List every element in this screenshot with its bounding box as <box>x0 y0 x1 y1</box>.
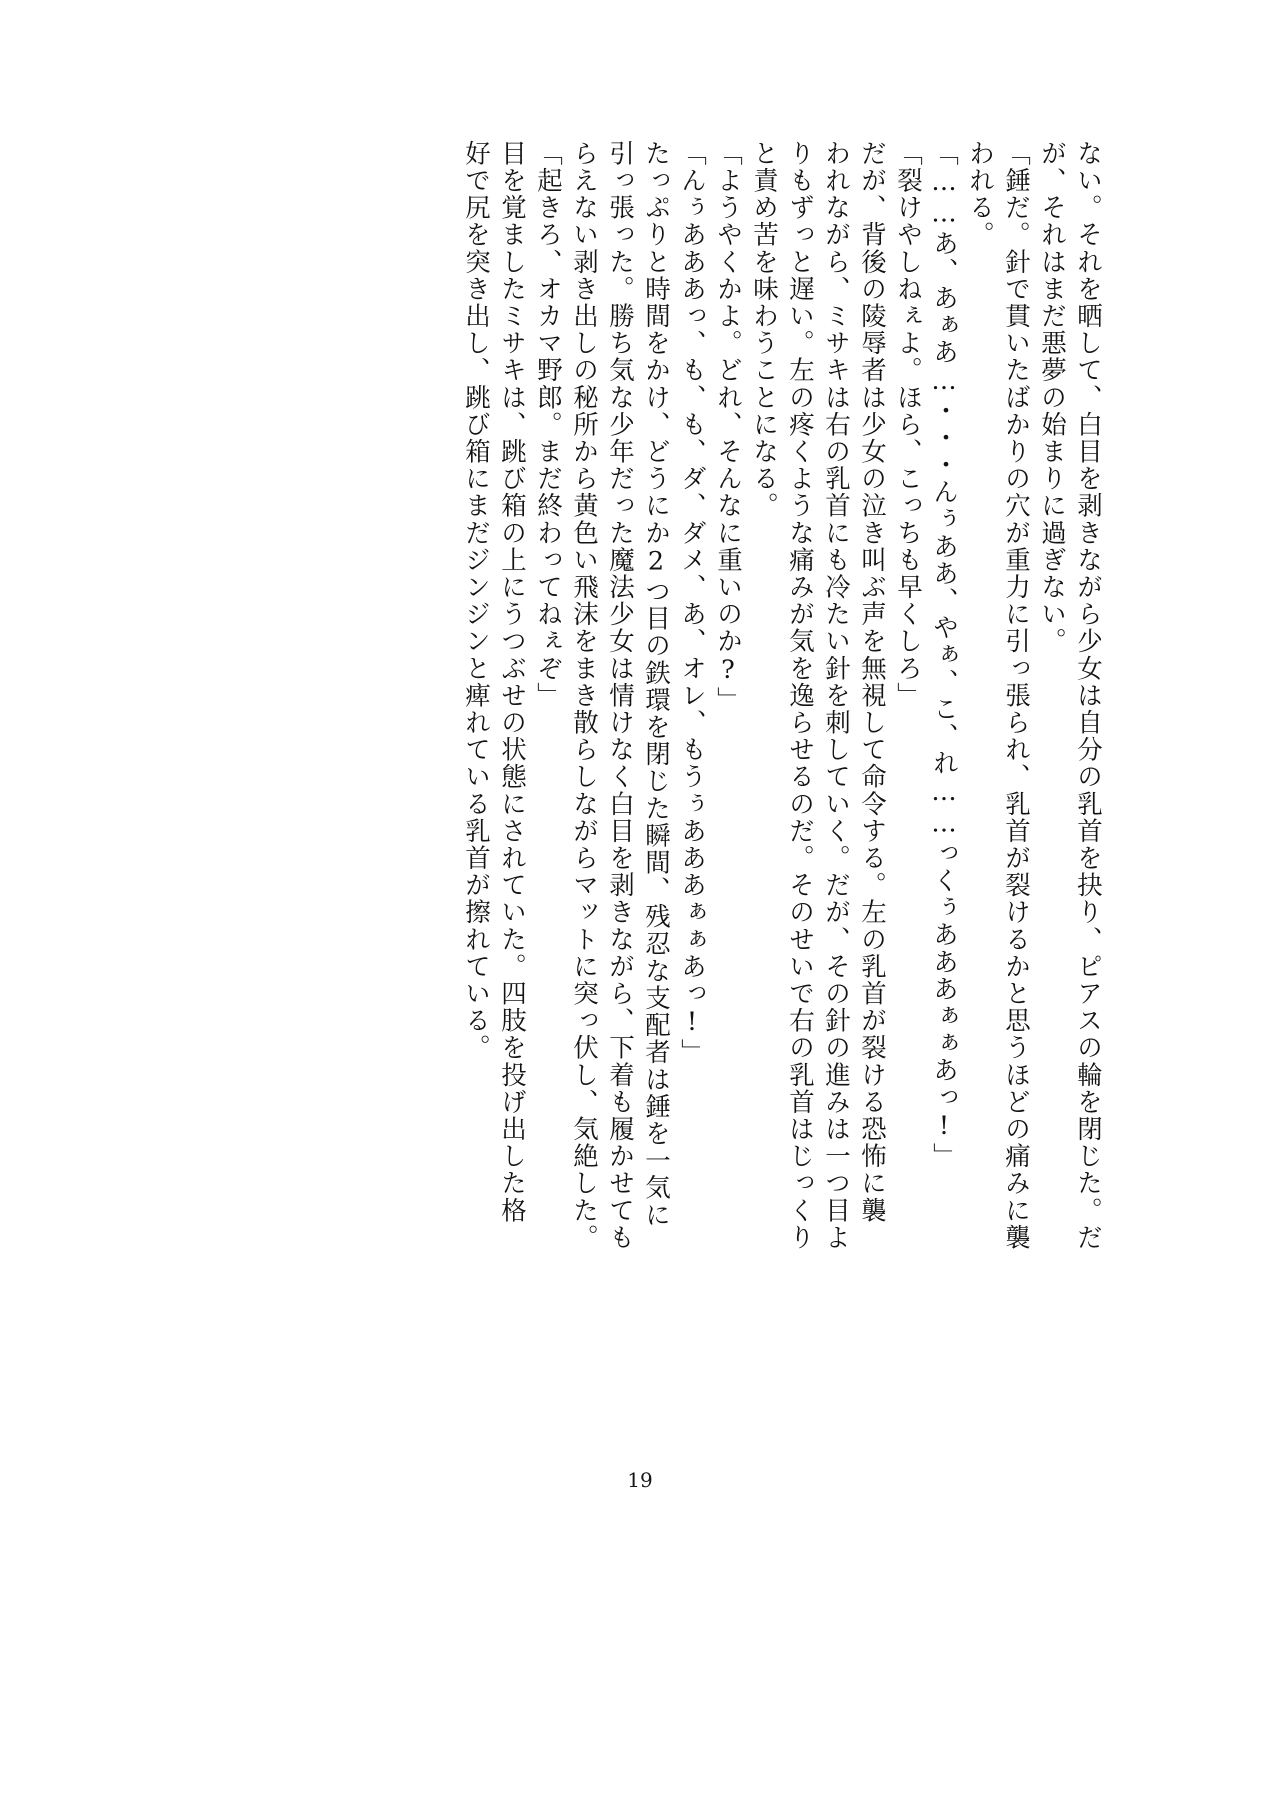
text-line: ない。それを晒して、白目を剥きながら少女は自分の乳首を抉り、ピアスの輪を閉じた。だ <box>1073 140 1103 1252</box>
text-line: だが、背後の陵辱者は少女の泣き叫ぶ声を無視して命令する。左の乳首が裂ける恐怖に襲 <box>857 140 887 1224</box>
text-line: 「裂けやしねぇよ。ほら、こっちも早くしろ」 <box>893 140 923 710</box>
text-line: 目を覚ましたミサキは、跳び箱の上にうつぶせの状態にされていた。四肢を投げ出した格 <box>497 140 527 1224</box>
text-line: が、それはまだ悪夢の始まりに過ぎない。 <box>1037 140 1067 655</box>
text-line: 好で尻を突き出し、跳び箱にまだジンジンと痺れている乳首が擦れている。 <box>461 140 491 1062</box>
text-line: われながら、ミサキは右の乳首にも冷たい針を刺していく。だが、その針の進みは一つ目よ <box>821 140 851 1252</box>
text-line: 「んぅあああっ、も、も、ダ、ダメ、あ、オレ、もうぅあああぁぁあっ!」 <box>677 140 707 1066</box>
text-line: たっぷりと時間をかけ、どうにか2つ目の鉄環を閉じた瞬間、残忍な支配者は錘を一気に <box>641 140 671 1229</box>
text-line: 「……あ、あぁあ…･･･んぅああ、やぁ、こ、れ……っくぅあああぁぁあっ!」 <box>929 140 959 1170</box>
text-line: と責め苦を味わうことになる。 <box>749 140 779 520</box>
text-line: 「起きろ、オカマ野郎。まだ終わってねぇぞ」 <box>533 140 563 710</box>
page-number: 19 <box>627 1468 653 1492</box>
text-line: 「ようやくかよ。どれ、そんなに重いのか?」 <box>713 140 743 714</box>
body-text-vertical <box>170 140 1103 1410</box>
text-line: われる。 <box>965 140 995 249</box>
text-line: りもずっと遅い。左の疼くような痛みが気を逸らせるのだ。そのせいで右の乳首はじっくり <box>785 140 815 1252</box>
text-line: 引っ張った。勝ち気な少年だった魔法少女は情けなく白目を剥きながら、下着も履かせても <box>605 140 635 1252</box>
text-line: らえない剥き出しの秘所から黄色い飛沫をまき散らしながらマットに突っ伏し、気絶した。 <box>569 140 599 1252</box>
text-line: 「錘だ。針で貫いたばかりの穴が重力に引っ張られ、乳首が裂けるかと思うほどの痛みに襲 <box>1001 140 1031 1252</box>
